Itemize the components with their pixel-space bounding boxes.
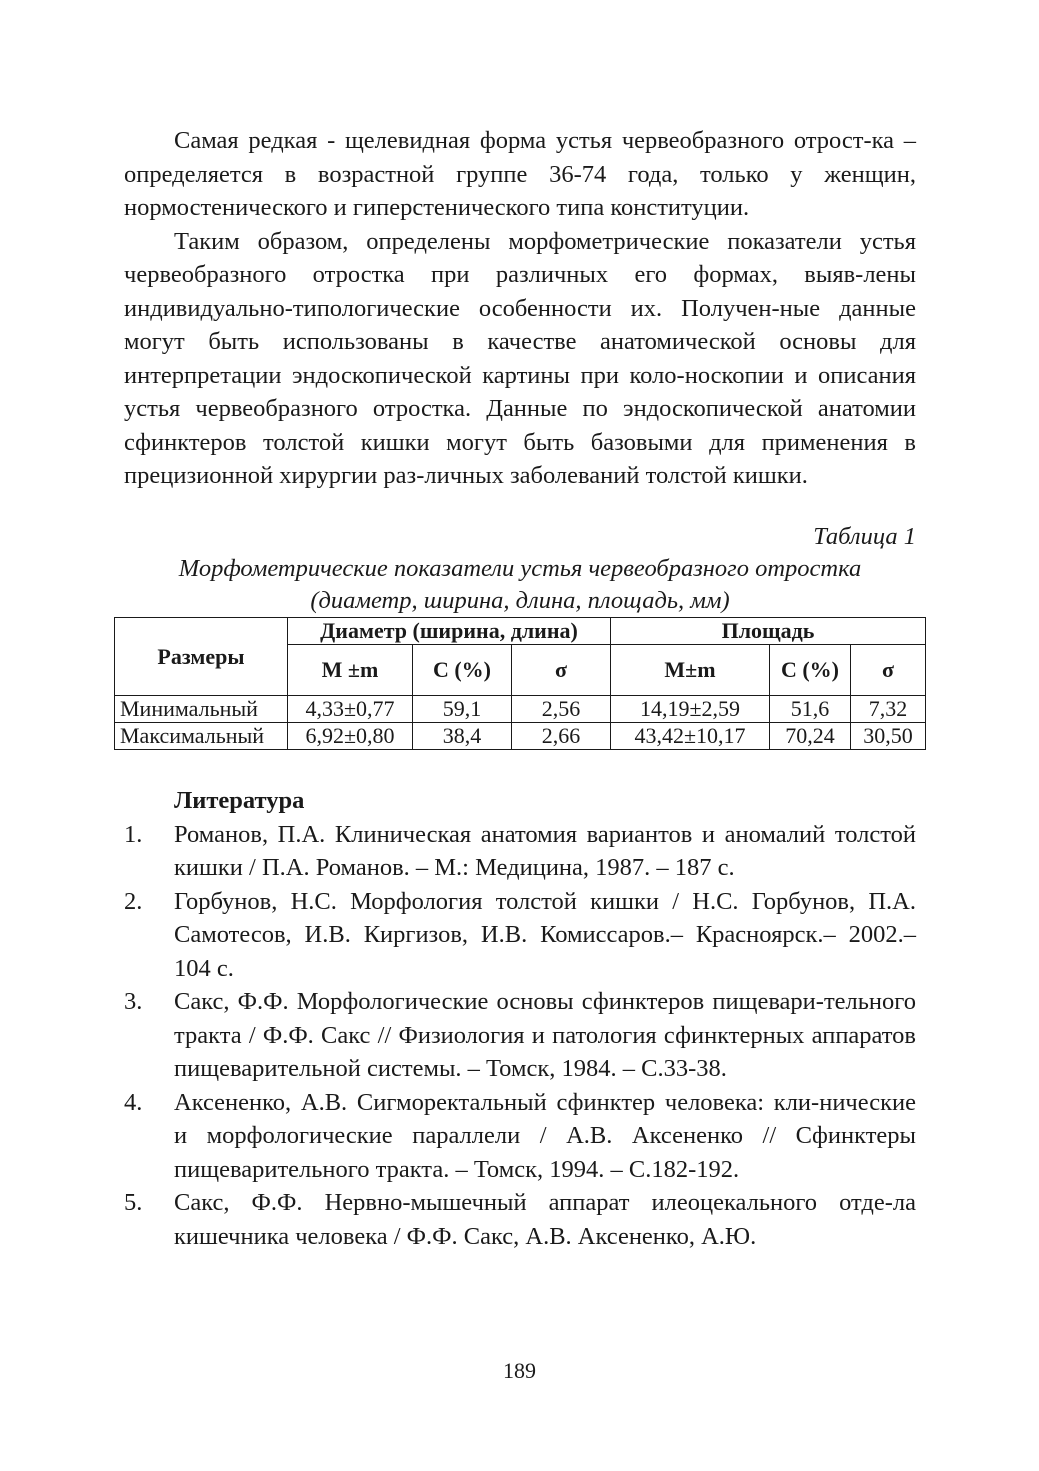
- reference-text: Горбунов, Н.С. Морфология толстой кишки / Н.С. Горбунов, П.А. Самотесов, И.В. Киргизов, И.В. Комиссаров.– Красноярск.– 2002.– 104 с.: [174, 887, 916, 982]
- reference-text: Романов, П.А. Клиническая анатомия вариантов и аномалий толстой кишки / П.А. Романов. – М.: Медицина, 1987. – 187 с.: [174, 820, 916, 881]
- header-area-mean: М±m: [611, 645, 770, 696]
- reference-item: [124, 818, 916, 885]
- paragraph-2: Таким образом, определены морфометрические показатели устья червеобразного отростка при различных его формах, выяв-лены индивидуально-типологические особенности их. Получен-ные данные могут быть использованы в качестве анатомической основы для интерпретации эндоскопической картины при коло-носкопии и описания устья червеобразного отростка. Данные по эндоскопической анатомии сфинктеров толстой кишки могут быть базовыми для применения в прецизионной хирургии раз-личных заболеваний толстой кишки.: [124, 227, 916, 489]
- header-diameter-sigma: σ: [512, 645, 611, 696]
- reference-item: [124, 1186, 916, 1253]
- reference-number: 1.: [124, 820, 143, 848]
- table-cell: 30,50: [851, 723, 926, 750]
- paragraph-1: Самая редкая - щелевидная форма устья червеобразного отрост-ка – определяется в возрастной группе 36-74 года, только у женщин, нормостенического и гиперстенического типа конституции.: [124, 127, 916, 221]
- header-diameter-group: Диаметр (ширина, длина): [288, 618, 611, 645]
- table-label: Таблица 1: [813, 522, 916, 550]
- page-content: [120, 124, 916, 1253]
- header-diameter-cv: С (%): [413, 645, 512, 696]
- reference-number: 4.: [124, 1088, 143, 1116]
- table-cell: 70,24: [770, 723, 851, 750]
- table-title-line-1: Морфометрические показатели устья червеобразного отростка: [178, 555, 862, 582]
- table-cell: 7,32: [851, 696, 926, 723]
- table-cell: 43,42±10,17: [611, 723, 770, 750]
- row-label: Минимальный: [115, 696, 288, 723]
- reference-item: [124, 985, 916, 1086]
- header-area-group: Площадь: [611, 618, 926, 645]
- header-diameter-mean: М ±m: [288, 645, 413, 696]
- table-cell: 59,1: [413, 696, 512, 723]
- reference-item: [124, 1086, 916, 1187]
- reference-list: [124, 818, 916, 1254]
- table-cell: 2,56: [512, 696, 611, 723]
- header-sizes: Размеры: [115, 618, 288, 696]
- reference-item: [124, 885, 916, 986]
- table-cell: 4,33±0,77: [288, 696, 413, 723]
- row-label: Максимальный: [115, 723, 288, 750]
- reference-number: 5.: [124, 1189, 143, 1216]
- reference-text: Сакс, Ф.Ф. Нервно-мышечный аппарат илеоцекального отде-ла кишечника человека / Ф.Ф. Сакс, А.В. Аксененко, А.Ю.: [174, 1189, 916, 1250]
- header-area-sigma: σ: [851, 645, 926, 696]
- table-row-minimal: [115, 696, 926, 723]
- reference-text: Сакс, Ф.Ф. Морфологические основы сфинктеров пищевари-тельного тракта / Ф.Ф. Сакс // Физиология и патология сфинктерных аппаратов пищеварительной системы. – Томск, 1984. – С.33-38.: [174, 988, 916, 1082]
- table-cell: 51,6: [770, 696, 851, 723]
- table-header-row-1: [115, 618, 926, 645]
- header-area-cv: С (%): [770, 645, 851, 696]
- table-title-line-2: (диаметр, ширина, длина, площадь, мм): [310, 587, 730, 614]
- literature-heading: Литература: [174, 787, 305, 814]
- table-cell: 2,66: [512, 723, 611, 750]
- reference-number: 3.: [124, 988, 143, 1015]
- table-cell: 38,4: [413, 723, 512, 750]
- reference-text: Аксененко, А.В. Сигморектальный сфинктер человека: кли-нические и морфологические параллели / А.В. Аксененко // Сфинктеры пищеварительного тракта. – Томск, 1994. – С.182-192.: [174, 1088, 916, 1183]
- table-row-maximal: [115, 723, 926, 750]
- table-cell: 6,92±0,80: [288, 723, 413, 750]
- reference-number: 2.: [124, 887, 143, 915]
- table-cell: 14,19±2,59: [611, 696, 770, 723]
- morphometric-table: [114, 617, 926, 750]
- page-number: 189: [503, 1358, 536, 1383]
